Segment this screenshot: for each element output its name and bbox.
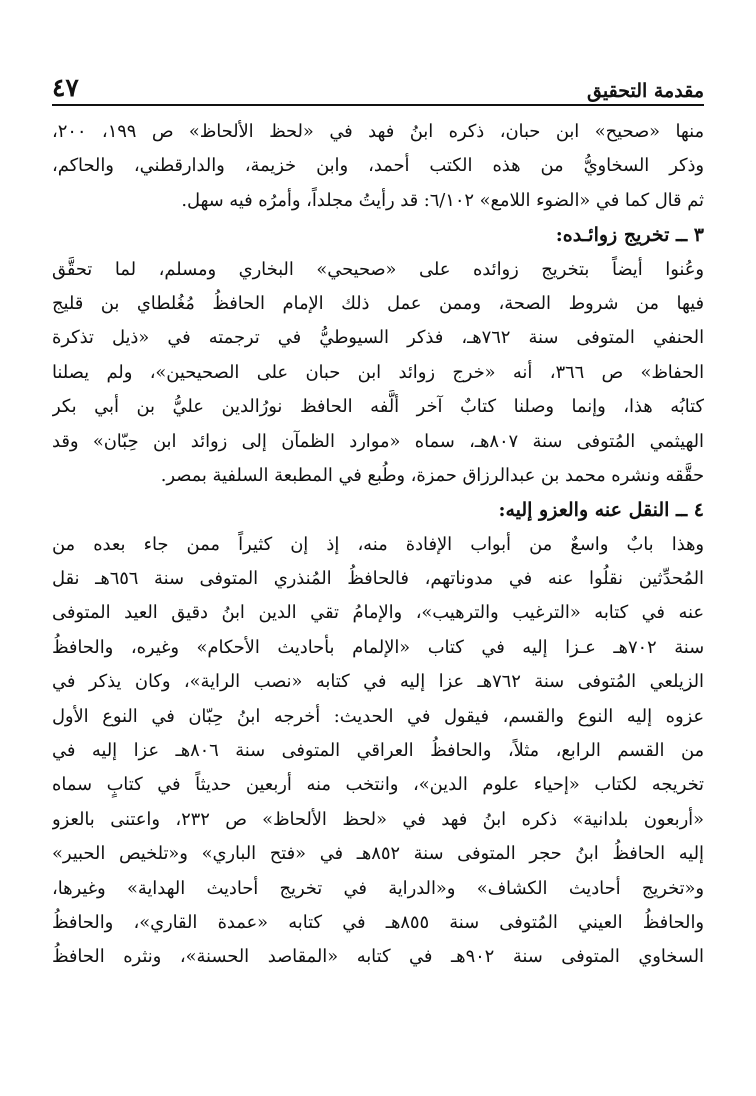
text-line: إليه الحافظُ ابنُ حجر المتوفى سنة ٨٥٢هـ في «فتح الباري» و«تلخيص الحبير» [52, 843, 704, 865]
text-line: وذكر السخاويُّ من هذه الكتب أحمد، وابن خزيمة، والدارقطني، والحاكم، [52, 155, 704, 177]
text-line: سنة ٧٠٢هـ عـزا إليه في كتاب «الإلمام بأحاديث الأحكام» وغيره، والحافظُ [52, 636, 704, 658]
text-line: السخاوي المتوفى سنة ٩٠٢هـ في كتابه «المقاصد الحسنة»، ونثره الحافظُ [52, 946, 704, 968]
text-line: منها «صحيح» ابن حبان، ذكره ابنُ فهد في «لحظ الألحاظ» ص ١٩٩، ٢٠٠، [52, 121, 704, 142]
page-header [52, 58, 704, 102]
text-line: والحافظُ العيني المُتوفى سنة ٨٥٥هـ في كتابه «عمدة القاري»، والحافظُ [52, 911, 704, 933]
text-line: «أربعون بلدانية» ذكره ابنُ فهد في «لحظ الألحاظ» ص ٢٣٢، واعتنى بالعزو [52, 808, 704, 830]
running-head: مقدمة التحقيق [587, 80, 704, 102]
text-line: و«تخريج أحاديث الكشاف» و«الدراية في تخريج أحاديث الهداية» وغيرها، [52, 877, 704, 899]
text-line: المُحدِّثين نقلُوا عنه في مدوناتهم، فالحافظُ المُنذري المتوفى سنة ٦٥٦هـ نقل [52, 568, 704, 590]
text-line: من القسم الرابع، مثلاً، والحافظُ العراقي المتوفى سنة ٨٠٦هـ عزا إليه في [52, 740, 704, 762]
text-line: وهذا بابٌ واسعٌ من أبواب الإفادة منه، إذ إن كثيراً ممن جاء بعده من [52, 533, 704, 555]
page-number: ٤٧ [52, 73, 79, 102]
page-body [52, 115, 704, 975]
text-line: عزوه إليه النوع والقسم، فيقول في الحديث: أخرجه ابنُ حِبّان في النوع الأول [52, 705, 704, 727]
header-rule [52, 104, 704, 106]
text-line: تخريجه لكتاب «إحياء علوم الدين»، وانتخب منه أربعين حديثاً في كتابٍ سماه [52, 774, 704, 796]
text-line: حقَّقه ونشره محمد بن عبدالرزاق حمزة، وطُبع في المطبعة السلفية بمصر. [160, 464, 704, 486]
section-heading: ٣ ــ تخريج زوائـده: [555, 224, 704, 247]
text-line: الهيثمي المُتوفى سنة ٨٠٧هـ، سماه «موارد الظمآن إلى زوائد ابن حِبّان» وقد [52, 430, 704, 452]
text-line: الزيلعي المُتوفى سنة ٧٦٢هـ عزا إليه في كتابه «نصب الراية»، وكان يذكر في [52, 671, 704, 693]
text-line: كتابُه هذا، وإنما وصلنا كتابٌ آخر ألَّفه الحافظ نورُالدين عليُّ بن أبي بكر [52, 396, 704, 418]
text-line: ثم قال كما في «الضوء اللامع» ٦/١٠٢: قد رأيتُ مجلداً، وأمرُه فيه سهل. [181, 189, 704, 211]
section-heading: ٤ ــ النقل عنه والعزو إليه: [498, 499, 704, 522]
text-line: فيها من شروط الصحة، وممن عمل ذلك الإمام الحافظُ مُغُلطاي بن قليج [52, 292, 704, 314]
text-line: عنه في كتابه «الترغيب والترهيب»، والإمامُ تقي الدين ابنُ دقيق العيد المتوفى [52, 602, 704, 624]
text-line: وعُنوا أيضاً بتخريج زوائده على «صحيحي» البخاري ومسلم، لما تحقَّق [52, 258, 704, 280]
text-line: الحنفي المتوفى سنة ٧٦٢هـ، فذكر السيوطيُّ في ترجمته في «ذيل تذكرة [52, 327, 704, 349]
text-line: الحفاظ» ص ٣٦٦، أنه «خرج زوائد ابن حبان على الصحيحين»، ولم يصلنا [52, 361, 704, 383]
